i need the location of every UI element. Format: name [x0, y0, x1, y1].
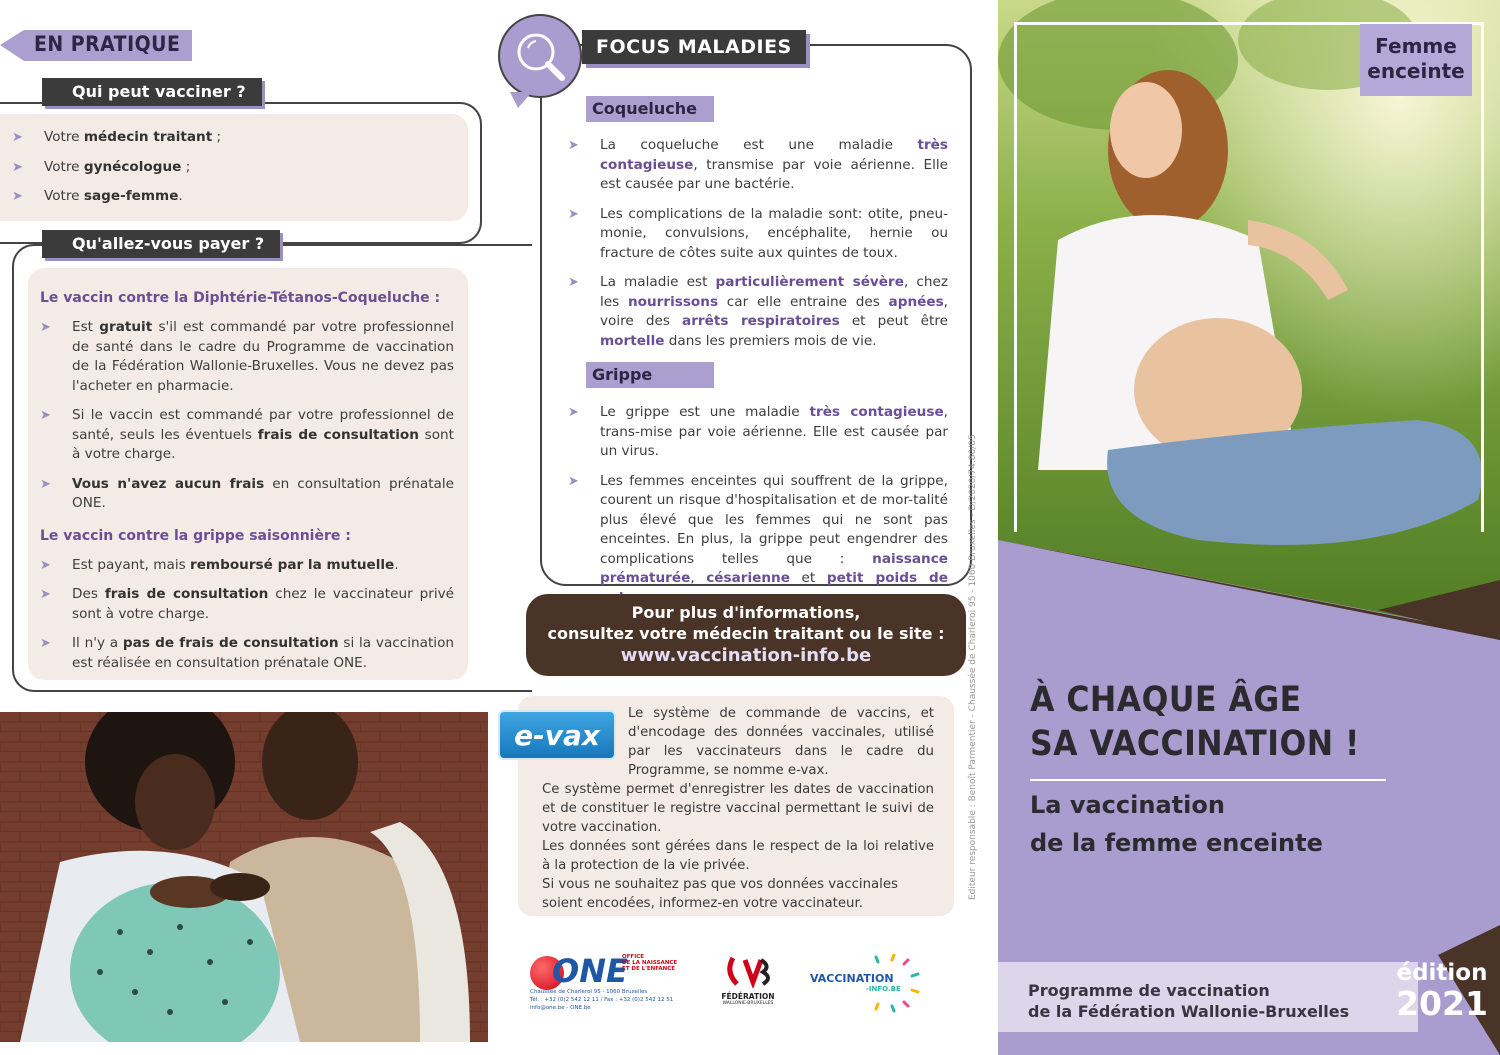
- magnifier-bubble: [498, 14, 582, 98]
- list-item: ➤ Le grippe est une maladie très contagieuse, trans-mise par voie aérienne. Elle est causée par un virus.: [556, 403, 948, 462]
- one-logo-block: [530, 952, 700, 1022]
- photo-frame: [1014, 22, 1484, 532]
- info-url-link[interactable]: www.vaccination-info.be: [620, 645, 872, 666]
- list-item: ➤ La coqueluche est une maladie très contagieuse, transmise par voie aérienne. Elle est causée par une bactérie.: [556, 136, 948, 195]
- highlight: très contagieuse: [600, 137, 948, 173]
- focus-column: [490, 0, 998, 1055]
- list-item: ➤ La maladie est particulièrement sévère, chez les nourrissons car elle entraine des apnées, voire des arrêts respiratoires et peut être mortelle dans les premiers mois de vie.: [556, 273, 948, 351]
- list-item: ➤ Est payant, mais remboursé par la mutuelle.: [28, 556, 454, 576]
- one-logo: ONE: [552, 952, 628, 990]
- fwb-logo: FÉDÉRATION: [721, 992, 775, 1001]
- one-address: Chaussée de Charleroi 95 - 1060 Bruxelles Tél. : +32 (0)2 542 12 11 / Fax : +32 (0)2 542 12 51 info@one.be - ONE.be: [530, 989, 674, 1011]
- grippe-title: Grippe: [586, 362, 714, 388]
- list-item: ➤ Des frais de consultation chez le vaccinateur privé sont à votre charge.: [28, 585, 454, 624]
- dtc-heading: Le vaccin contre la Diphtérie-Tétanos-Coqueluche :: [40, 290, 441, 306]
- list-item: ➤ Les complications de la maladie sont: otite, pneu-monie, convulsions, encéphalite, hernie ou fracture de côtes suite aux quintes de toux.: [556, 205, 948, 264]
- edition-word: édition: [1396, 960, 1488, 986]
- list-item: ➤ Votre sage-femme.: [0, 187, 468, 207]
- who-box: [0, 114, 468, 221]
- flu-list: [28, 556, 454, 674]
- cover-title: À CHAQUE ÂGE SA VACCINATION !: [1030, 680, 1360, 764]
- who-title: Qui peut vacciner ?: [42, 78, 262, 106]
- couple-illustration: [0, 712, 488, 1042]
- coqueluche-title: Coqueluche: [586, 96, 714, 122]
- evax-rest: [542, 780, 934, 913]
- list-item: ➤ Vous n'avez aucun frais en consultation prénatale ONE.: [28, 475, 454, 514]
- vaccination-info-logo-block: [808, 954, 928, 1014]
- one-subtitle: OFFICE DE LA NAISSANCE ET DE L'ENFANCE: [622, 954, 678, 972]
- cover-subtitle: La vaccination de la femme enceinte: [1030, 791, 1323, 857]
- femme-enceinte-badge: Femme enceinte: [1360, 24, 1472, 96]
- evax-paragraph-2: Ce système permet d'enregistrer les dates de vaccination et de constituer le registre vaccinal permettant le suivi de votre vaccination.: [542, 782, 934, 835]
- edition-year: 2021: [1396, 984, 1488, 1023]
- program-band: [998, 962, 1418, 1032]
- tag-notch: [0, 30, 24, 61]
- info-line-1: Pour plus d'informations,: [631, 603, 861, 622]
- flu-heading: Le vaccin contre la grippe saisonnière :: [40, 527, 351, 544]
- fwb-subtitle: WALLONIE-BRUXELLES: [722, 1001, 774, 1006]
- list-item: ➤ Les femmes enceintes qui souffrent de la grippe, courent un risque d'hospitalisation et de mor-talité plus élevé que les femmes qui ne sont pas enceintes. En plus, la grippe peut engendrer des complications telles que : naissance prématurée, césarienne et petit poids de: [556, 472, 948, 609]
- vaccination-info-logo: VACCINATION: [810, 972, 894, 985]
- couple-photo: [0, 712, 488, 1042]
- coqueluche-list: [556, 136, 948, 361]
- title-underline: [1030, 779, 1386, 781]
- evax-paragraph-1: Le système de commande de vaccins, et d'encodage des données vaccinales, utilisé par les vaccinateurs dans le cadre du Programme, se nomme e-vax.: [628, 706, 934, 778]
- evax-logo: e-vax: [498, 710, 616, 760]
- publisher-note: Editeur responsable : Benoît Parmentier - Chaussée de Charleroi 95 - 1060 Bruxelles - D/2020/74.80/05: [968, 434, 978, 900]
- who-list: [0, 114, 468, 207]
- dtc-list: [28, 318, 454, 514]
- grippe-list: [556, 403, 948, 618]
- search-icon: [500, 16, 580, 96]
- fwb-logo-block: [716, 954, 780, 1018]
- section-tag-en-pratique: EN PRATIQUE: [0, 30, 192, 61]
- cover-column: [998, 0, 1500, 1055]
- fwb-emblem-icon: [723, 954, 773, 988]
- evax-paragraph-3: Les données sont gérées dans le respect de la loi relative à la protection de la vie privée.: [542, 839, 934, 873]
- list-item: ➤ Votre gynécologue ;: [0, 158, 468, 178]
- vaccination-info-subtitle: -INFO.BE: [866, 985, 901, 993]
- bubble-tail: [510, 92, 532, 108]
- list-item: ➤ Si le vaccin est commandé par votre professionnel de santé, seuls les éventuels frais de consultation sont à votre charge.: [28, 406, 454, 465]
- focus-tag: FOCUS MALADIES: [582, 30, 806, 64]
- pay-box: [28, 268, 468, 680]
- list-item: ➤ Votre médecin traitant ;: [0, 128, 468, 148]
- more-info-box: [526, 594, 966, 676]
- edition-block: [1390, 960, 1494, 1022]
- info-line-2: consultez votre médecin traitant ou le site :: [547, 624, 945, 643]
- list-item: ➤ Il n'y a pas de frais de consultation si la vaccination est réalisée en consultation prénatale ONE.: [28, 634, 454, 673]
- pay-title: Qu'allez-vous payer ?: [42, 230, 280, 258]
- practical-column: [0, 0, 490, 1055]
- evax-paragraph-4: Si vous ne souhaitez pas que vos données vaccinales soient encodées, informez-en votre vaccinateur.: [542, 877, 898, 911]
- list-item: ➤ Est gratuit s'il est commandé par votre professionnel de santé dans le cadre du Programme de vaccination de la Fédération Wallonie-Bruxelles. Vous ne devez pas l'acheter en pharmacie.: [28, 318, 454, 396]
- program-text: Programme de vaccination de la Fédération Wallonie-Bruxelles: [1028, 981, 1350, 1021]
